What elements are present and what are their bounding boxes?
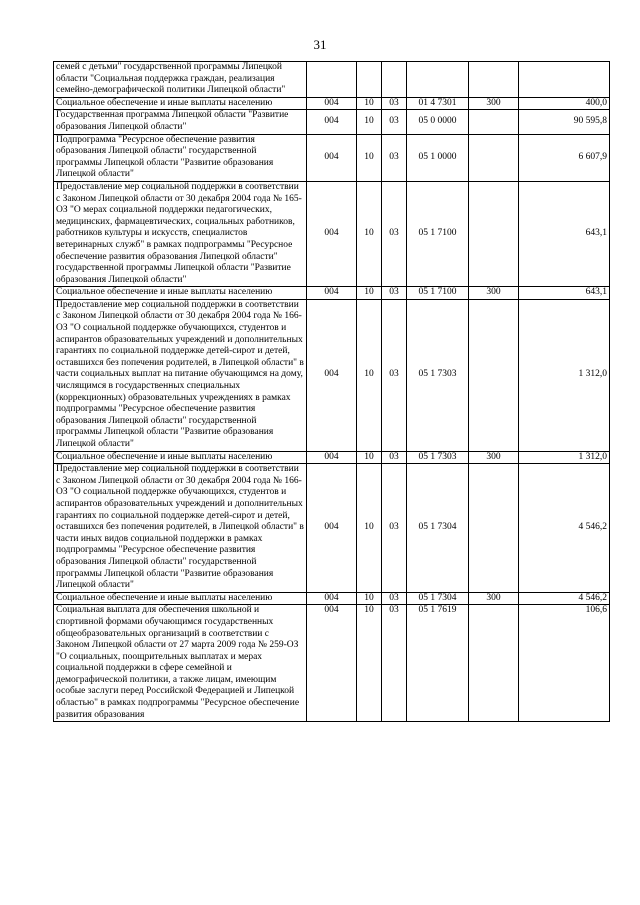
cell-kind	[469, 110, 519, 134]
cell-name: Государственная программа Липецкой области "Развитие образования Липецкой области"	[54, 110, 307, 134]
cell-section: 10	[357, 592, 382, 605]
budget-table-body	[54, 62, 610, 722]
cell-amount: 4 546,2	[519, 464, 610, 593]
cell-section: 10	[357, 464, 382, 593]
cell-subsection: 03	[382, 97, 407, 110]
table-row	[54, 299, 610, 451]
cell-ministry: 004	[307, 605, 357, 722]
cell-ministry: 004	[307, 110, 357, 134]
cell-subsection: 03	[382, 287, 407, 300]
table-row	[54, 605, 610, 722]
cell-target: 05 1 7619	[407, 605, 469, 722]
cell-section: 10	[357, 451, 382, 464]
cell-ministry: 004	[307, 287, 357, 300]
cell-amount: 106,6	[519, 605, 610, 722]
cell-amount: 1 312,0	[519, 451, 610, 464]
cell-section: 10	[357, 134, 382, 181]
cell-name: Предоставление мер социальной поддержки в соответствии с Законом Липецкой области от 30 декабря 2004 года № 165-ОЗ "О мерах социальной поддержки педагогических, медицинских, фармацевтических, социальных работников, работников культуры и искусств, специалистов ветеринарных служб" в рамках подпрограммы "Ресурсное обеспечение развития образования Липецкой области" государственной программы Липецкой области "Развитие образования Липецкой области"	[54, 181, 307, 286]
cell-subsection: 03	[382, 592, 407, 605]
cell-kind	[469, 181, 519, 286]
table-row	[54, 451, 610, 464]
table-row	[54, 287, 610, 300]
cell-target: 01 4 7301	[407, 97, 469, 110]
cell-kind: 300	[469, 451, 519, 464]
cell-kind	[469, 134, 519, 181]
cell-amount: 90 595,8	[519, 110, 610, 134]
cell-amount: 643,1	[519, 181, 610, 286]
table-row	[54, 181, 610, 286]
cell-subsection: 03	[382, 451, 407, 464]
cell-target: 05 0 0000	[407, 110, 469, 134]
table-row	[54, 464, 610, 593]
cell-amount: 643,1	[519, 287, 610, 300]
cell-ministry: 004	[307, 299, 357, 451]
cell-kind	[469, 299, 519, 451]
cell-ministry: 004	[307, 464, 357, 593]
cell-ministry: 004	[307, 97, 357, 110]
cell-subsection: 03	[382, 134, 407, 181]
cell-target: 05 1 7100	[407, 181, 469, 286]
cell-subsection: 03	[382, 181, 407, 286]
cell-target	[407, 62, 469, 98]
cell-amount: 6 607,9	[519, 134, 610, 181]
page-number: 31	[313, 37, 327, 52]
cell-kind: 300	[469, 592, 519, 605]
cell-section: 10	[357, 299, 382, 451]
cell-amount: 4 546,2	[519, 592, 610, 605]
cell-name: Социальное обеспечение и иные выплаты населению	[54, 592, 307, 605]
cell-target: 05 1 7304	[407, 592, 469, 605]
cell-target: 05 1 0000	[407, 134, 469, 181]
cell-target: 05 1 7100	[407, 287, 469, 300]
cell-section: 10	[357, 605, 382, 722]
cell-kind	[469, 464, 519, 593]
cell-target: 05 1 7303	[407, 299, 469, 451]
table-row	[54, 62, 610, 98]
cell-name: Социальное обеспечение и иные выплаты населению	[54, 97, 307, 110]
cell-subsection: 03	[382, 464, 407, 593]
budget-table	[53, 61, 610, 722]
cell-section: 10	[357, 181, 382, 286]
cell-kind	[469, 62, 519, 98]
cell-section	[357, 62, 382, 98]
cell-target: 05 1 7304	[407, 464, 469, 593]
cell-name: Предоставление мер социальной поддержки в соответствии с Законом Липецкой области от 30 декабря 2004 года № 166-ОЗ "О социальной поддержке обучающихся, студентов и аспирантов образовательных учреждений и дополнительных гарантиях по социальной поддержке детей-сирот и детей, оставшихся без попечения родителей, в Липецкой области" в части социальных выплат на питание обучающимся на дому, числящимся в государственных специальных (коррекционных) образовательных учреждениях в рамках подпрограммы "Ресурсное обеспечение развития образования Липецкой области" государственной программы Липецкой области "Развитие образования Липецкой области"	[54, 299, 307, 451]
cell-subsection: 03	[382, 605, 407, 722]
table-row	[54, 97, 610, 110]
cell-ministry: 004	[307, 134, 357, 181]
cell-amount	[519, 62, 610, 98]
cell-amount: 1 312,0	[519, 299, 610, 451]
cell-ministry: 004	[307, 181, 357, 286]
cell-subsection	[382, 62, 407, 98]
cell-name: Подпрограмма "Ресурсное обеспечение развития образования Липецкой области" государственной программы Липецкой области "Развитие образования Липецкой области"	[54, 134, 307, 181]
cell-section: 10	[357, 110, 382, 134]
cell-ministry: 004	[307, 451, 357, 464]
cell-target: 05 1 7303	[407, 451, 469, 464]
table-row	[54, 134, 610, 181]
cell-subsection: 03	[382, 299, 407, 451]
cell-name: семей с детьми" государственной программы Липецкой области "Социальная поддержка граждан, реализация семейно-демографической политики Липецкой области"	[54, 62, 307, 98]
cell-ministry	[307, 62, 357, 98]
cell-name: Предоставление мер социальной поддержки в соответствии с Законом Липецкой области от 30 декабря 2004 года № 166-ОЗ "О социальной поддержке обучающихся, студентов и аспирантов образовательных учреждений и дополнительных гарантиях по социальной поддержке детей-сирот и детей, оставшихся без попечения родителей, в Липецкой области" в части иных видов социальной поддержки в рамках подпрограммы "Ресурсное обеспечение развития образования Липецкой области" государственной программы Липецкой области "Развитие образования Липецкой области"	[54, 464, 307, 593]
cell-name: Социальное обеспечение и иные выплаты населению	[54, 287, 307, 300]
cell-kind: 300	[469, 287, 519, 300]
cell-ministry: 004	[307, 592, 357, 605]
cell-name: Социальное обеспечение и иные выплаты населению	[54, 451, 307, 464]
cell-subsection: 03	[382, 110, 407, 134]
cell-section: 10	[357, 287, 382, 300]
cell-name: Социальная выплата для обеспечения школьной и спортивной формами обучающимся государственных общеобразовательных организаций в соответствии с Законом Липецкой области от 27 марта 2009 года № 259-ОЗ "О социальных, поощрительных выплатах и мерах социальной поддержки в сфере семейной и демографической политики, а также лицам, имеющим особые заслуги перед Российской Федерацией и Липецкой областью" в рамках подпрограммы "Ресурсное обеспечение развития образования	[54, 605, 307, 722]
cell-section: 10	[357, 97, 382, 110]
table-row	[54, 110, 610, 134]
table-row	[54, 592, 610, 605]
cell-kind: 300	[469, 97, 519, 110]
cell-amount: 400,0	[519, 97, 610, 110]
cell-kind	[469, 605, 519, 722]
